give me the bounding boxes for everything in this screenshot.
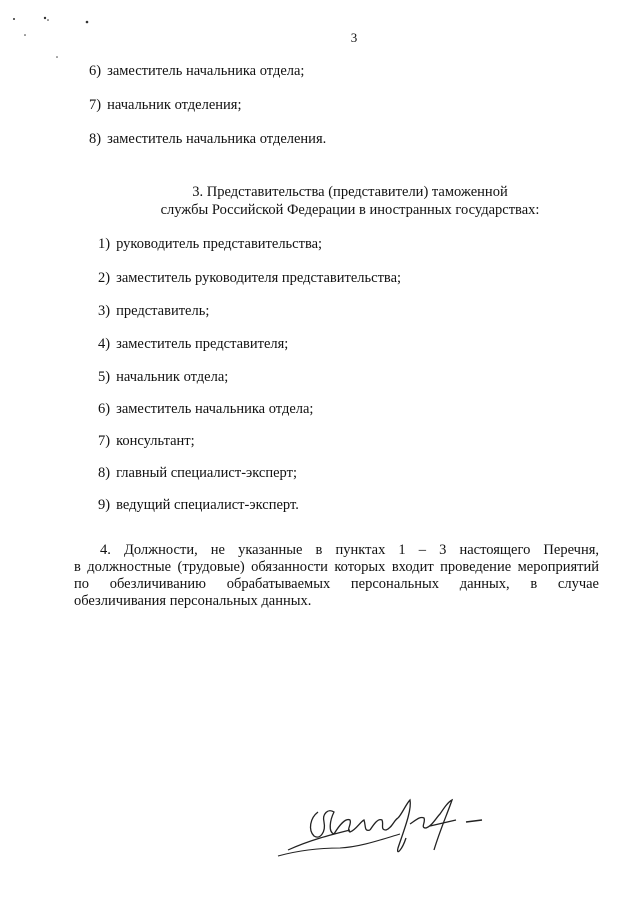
- list-item-text: заместитель руководителя представительства;: [116, 270, 402, 286]
- paragraph-line: 4. Должности, не указанные в пунктах 1 – 3 настоящего Перечня,: [100, 542, 599, 558]
- list-item-text: заместитель представителя;: [116, 336, 289, 352]
- list-item: [98, 236, 322, 253]
- list-item: [98, 270, 401, 287]
- list-item: [89, 131, 326, 148]
- list-item: [89, 97, 242, 114]
- list-item-number: 4): [98, 336, 111, 352]
- list-item-number: 8): [98, 465, 111, 481]
- list-item-text: ведущий специалист-эксперт.: [116, 497, 299, 513]
- list-item-number: 5): [98, 369, 111, 385]
- list-item-number: 6): [98, 401, 111, 417]
- list-item-number: 3): [98, 303, 111, 319]
- list-item: [98, 433, 195, 450]
- paragraph-line: по обезличиванию обрабатываемых персональных данных, в случае: [74, 576, 599, 592]
- paragraph-line: в должностные (трудовые) обязанности которых входит проведение мероприятий: [74, 559, 599, 575]
- page-number: 3: [350, 30, 358, 45]
- list-item-text: заместитель начальника отдела;: [116, 401, 314, 417]
- list-item: [98, 369, 228, 386]
- handwritten-signature: [270, 790, 500, 865]
- list-item: [98, 465, 297, 482]
- list-item-number: 6): [89, 63, 102, 79]
- list-item: [89, 63, 304, 80]
- paragraph-line: обезличивания персональных данных.: [74, 593, 312, 609]
- list-item: [98, 497, 299, 514]
- section4-paragraph: [74, 542, 599, 610]
- list-item: [98, 336, 288, 353]
- list-item-text: консультант;: [116, 433, 195, 449]
- list-item-number: 2): [98, 270, 111, 286]
- section-heading: [60, 183, 640, 219]
- list-item: [98, 303, 209, 320]
- list-item-number: 8): [89, 131, 102, 147]
- list-item-text: заместитель начальника отдела;: [107, 63, 305, 79]
- list-item-text: заместитель начальника отделения.: [107, 131, 327, 147]
- list-item-number: 1): [98, 236, 111, 252]
- list-item-text: руководитель представительства;: [116, 236, 323, 252]
- list-item: [98, 401, 313, 418]
- list-item-number: 9): [98, 497, 111, 513]
- list-item-number: 7): [98, 433, 111, 449]
- list-item-number: 7): [89, 97, 102, 113]
- section-heading-line: 3. Представительства (представители) таможенной: [192, 184, 508, 200]
- list-item-text: начальник отдела;: [116, 369, 229, 385]
- list-item-text: представитель;: [116, 303, 210, 319]
- section-heading-line: службы Российской Федерации в иностранных государствах:: [160, 202, 540, 218]
- list-item-text: начальник отделения;: [107, 97, 242, 113]
- list-item-text: главный специалист-эксперт;: [116, 465, 297, 481]
